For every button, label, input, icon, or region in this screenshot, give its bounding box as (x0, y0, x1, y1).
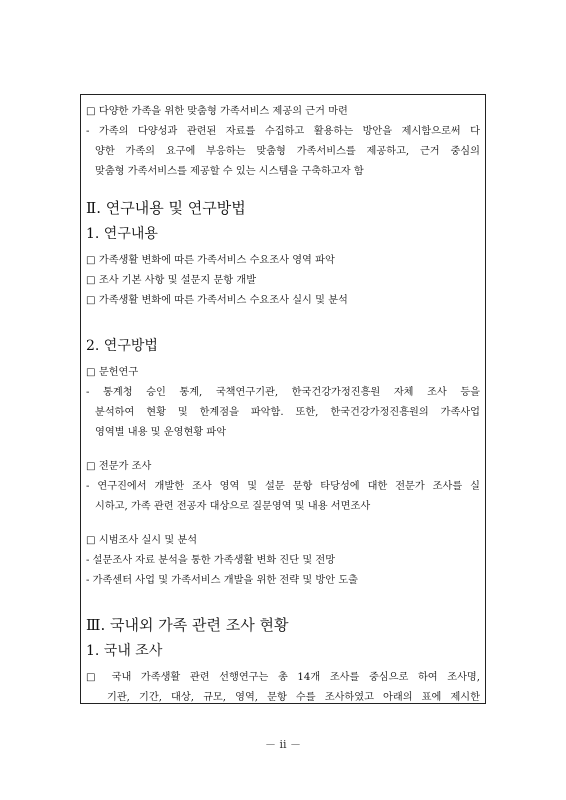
literature-review-desc: 분석하여 현황 및 한계점을 파악함. 또한, 한국건강가정진흥원의 가족사업 (95, 407, 480, 418)
pilot-survey-item: □ 시범조사 실시 및 분석 (86, 535, 198, 546)
section-2-1-title: 1. 연구내용 (86, 226, 158, 242)
section-2-2-title: 2. 연구방법 (86, 338, 158, 354)
intro-desc-line: - 가족의 다양성과 관련된 자료를 수집하고 활용하는 방안을 제시함으로써 다 (86, 126, 480, 137)
research-content-item: □ 가족생활 변화에 따른 가족서비스 수요조사 영역 파악 (86, 255, 335, 266)
research-content-item: □ 가족생활 변화에 따른 가족서비스 수요조사 실시 및 분석 (86, 295, 348, 306)
expert-survey-item: □ 전문가 조사 (86, 461, 152, 472)
expert-survey-desc: 시하고, 가족 관련 전공자 대상으로 질문영역 및 내용 서면조사 (95, 501, 371, 512)
literature-review-item: □ 문헌연구 (86, 367, 139, 378)
document-body (86, 102, 480, 708)
section-3-title: Ⅲ. 국내외 가족 관련 조사 현황 (86, 616, 289, 634)
domestic-survey-item: □ 국내 가족생활 관련 선행연구는 총 14개 조사를 중심으로 하여 조사명, (86, 672, 480, 683)
expert-survey-desc: - 연구진에서 개발한 조사 영역 및 설문 문항 타당성에 대한 전문가 조사를 실 (86, 481, 480, 492)
intro-item: □ 다양한 가족을 위한 맞춤형 가족서비스 제공의 근거 마련 (86, 106, 348, 117)
intro-desc-line: 맞춤형 가족서비스를 제공할 수 있는 시스템을 구축하고자 함 (95, 166, 364, 177)
literature-review-desc: - 통계청 승인 통계, 국책연구기관, 한국건강가정진흥원 자체 조사 등을 (86, 387, 480, 398)
page-number: － ii － (264, 738, 302, 751)
research-content-item: □ 조사 기본 사항 및 설문지 문항 개발 (86, 275, 257, 286)
literature-review-desc: 영역별 내용 및 운영현황 파악 (95, 427, 227, 438)
pilot-survey-desc: - 설문조사 자료 분석을 통한 가족생활 변화 진단 및 전망 (86, 555, 336, 566)
domestic-survey-item: 기관, 기간, 대상, 규모, 영역, 문항 수를 조사하였고 아래의 표에 제시한 (107, 692, 480, 703)
intro-desc-line: 양한 가족의 요구에 부응하는 맞춤형 가족서비스를 제공하고, 근거 중심의 (95, 146, 480, 157)
section-2-title: Ⅱ. 연구내용 및 연구방법 (86, 199, 246, 217)
section-3-1-title: 1. 국내 조사 (86, 643, 163, 659)
pilot-survey-desc: - 가족센터 사업 및 가족서비스 개발을 위한 전략 및 방안 도출 (86, 575, 359, 586)
